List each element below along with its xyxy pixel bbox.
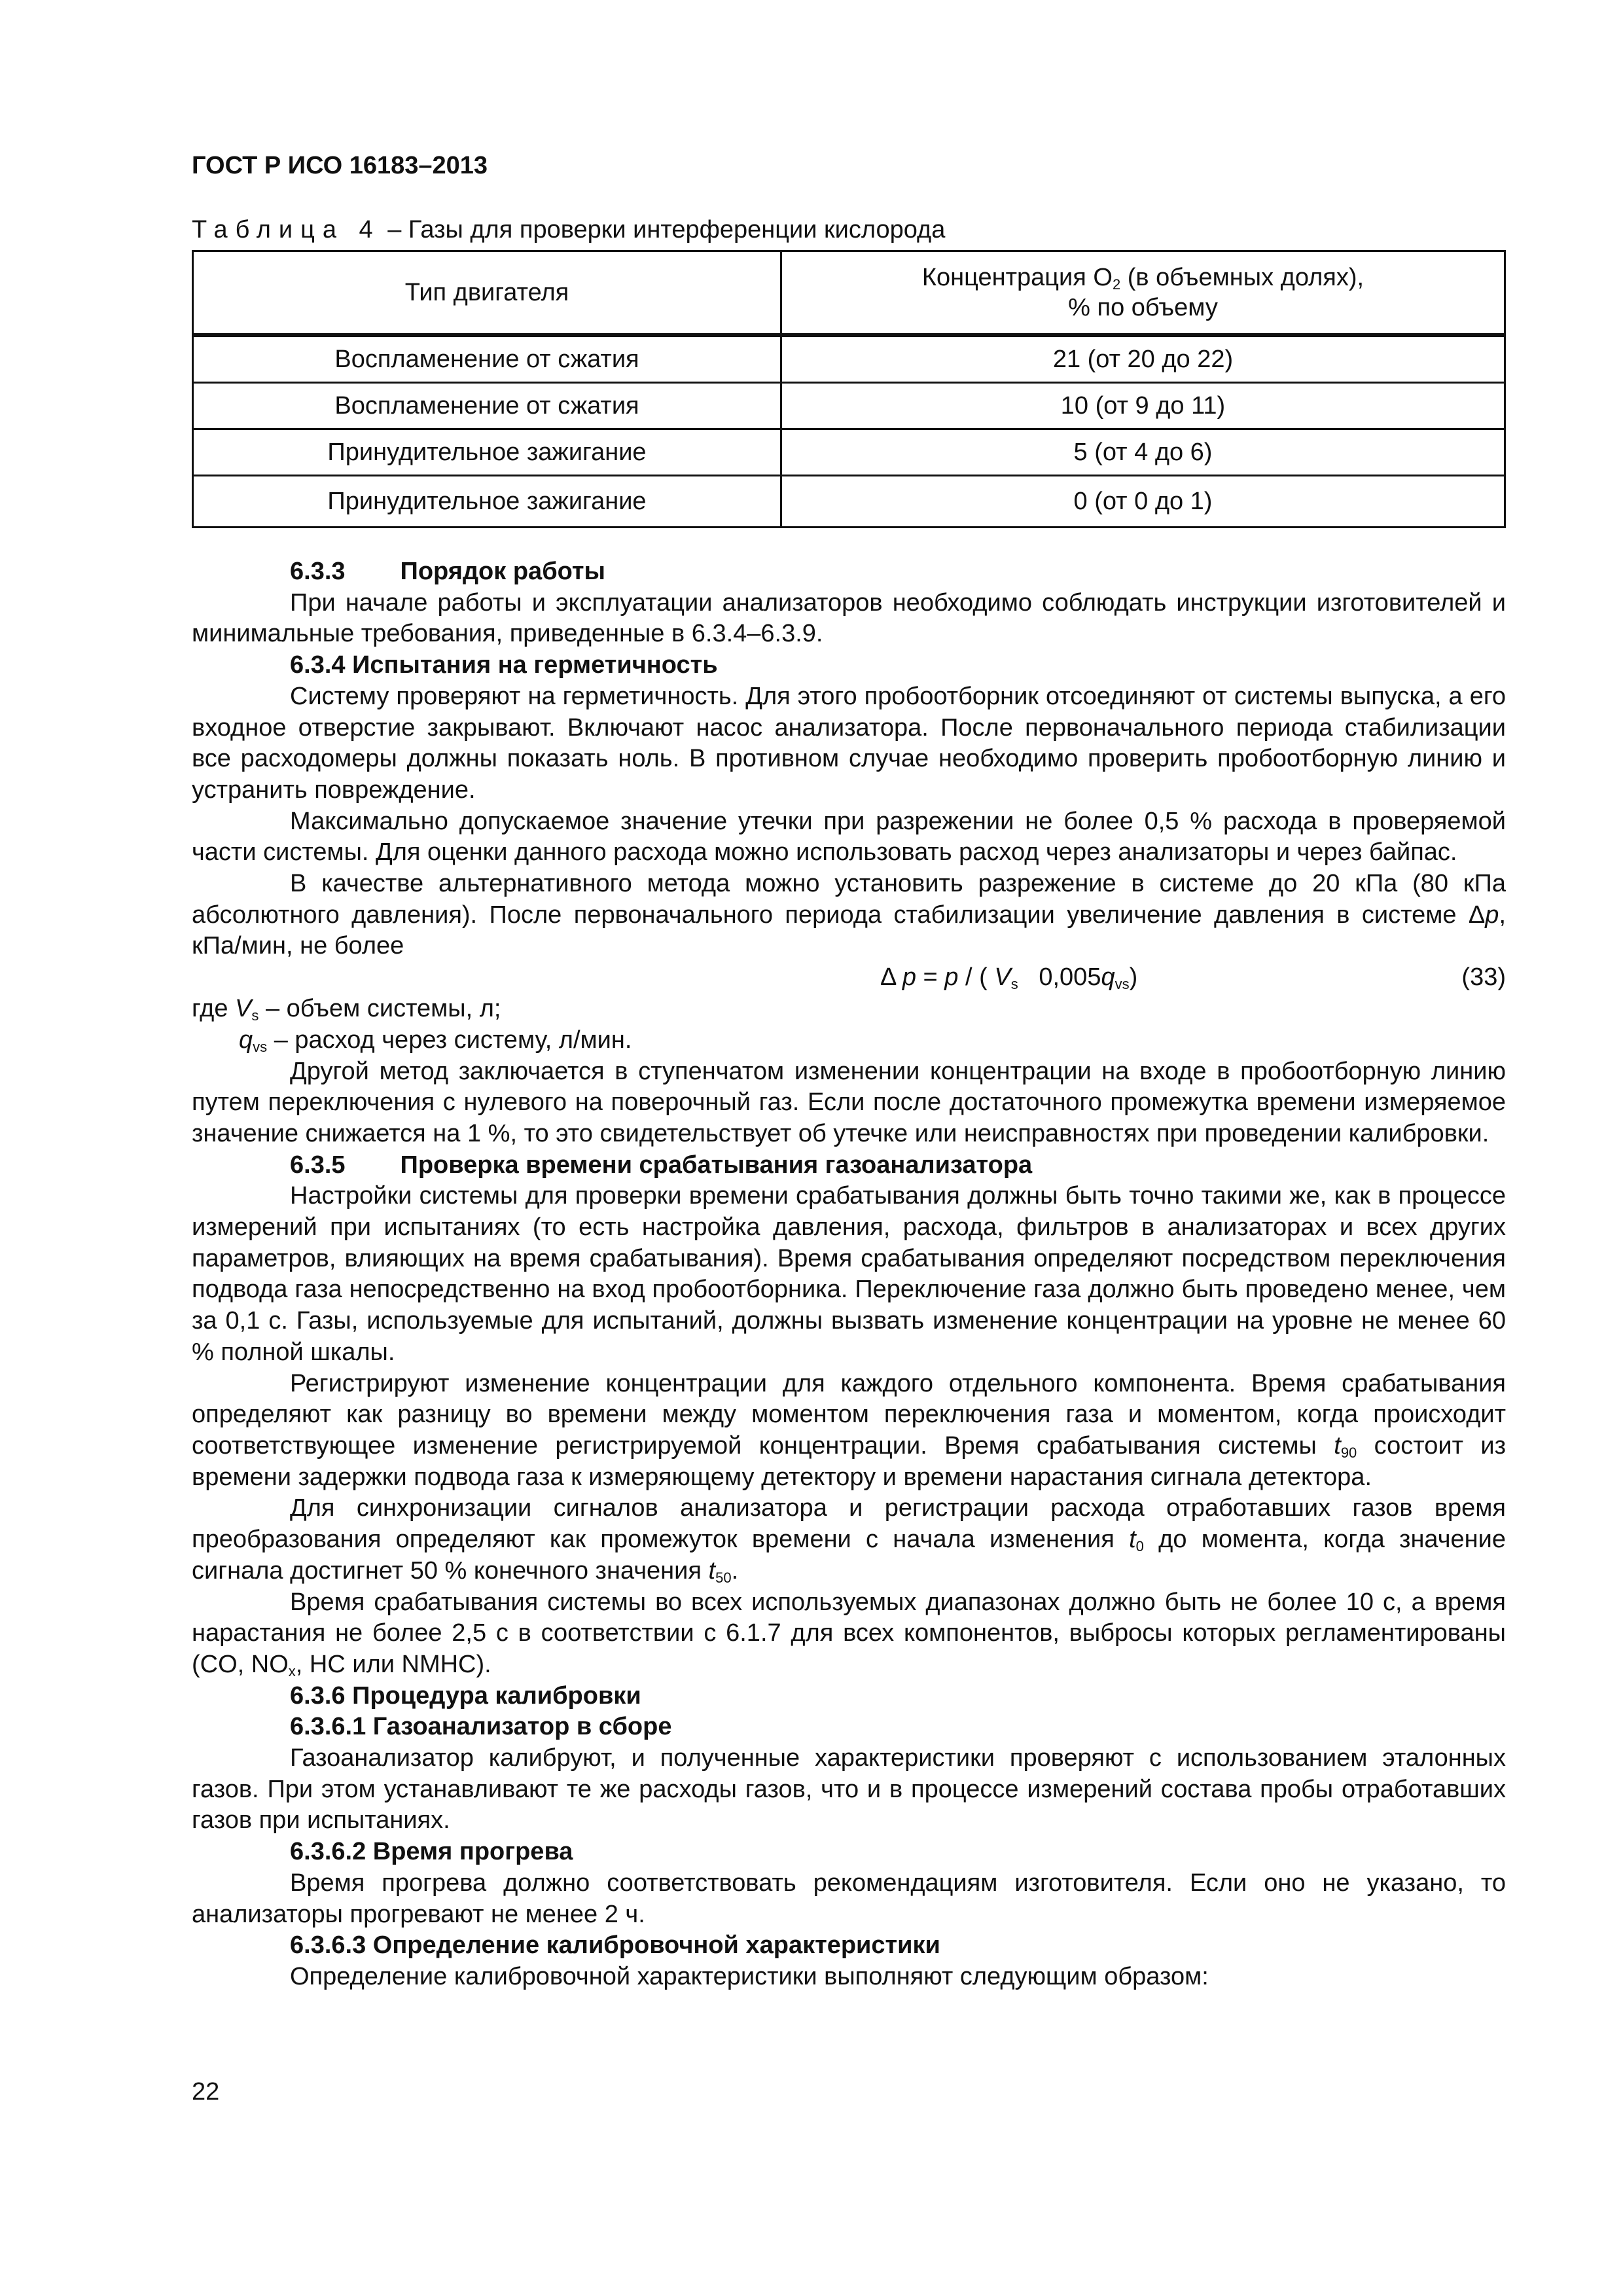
paragraph: Время срабатывания системы во всех используемых диапазонах должно быть не более 10 с, а время нарастания не более 2,5 с в соответствии с 6.1.7 для всех компонентов, выбросы которых регламентированы (CO, $NO_x$, HC или NMHC). bbox=[192, 1588, 1506, 1679]
section-title: Порядок работы bbox=[400, 558, 605, 585]
paragraph: Регистрируют изменение концентрации для каждого отдельного компонента. Время срабатывания определяют как разницу во времени между моментом переключения газа и моментом, когда происходит соответствующее изменение регистрируемой концентрации. Время срабатывания системы $t_{90}$ состоит из времени задержки подвода газа к измеряющему детектору и времени нарастания сигнала детектора. bbox=[192, 1369, 1506, 1491]
concentration-cell: 5 (от 4 до 6) bbox=[781, 429, 1505, 476]
paragraph: Максимально допускаемое значение утечки при разрежении не более 0,5 % расхода в проверяемой части системы. Для оценки данного расхода можно использовать расход через анализаторы и через байпас. bbox=[192, 807, 1506, 867]
formula-expression: Δ p = p / ( $V_s$ $0,005q_{vs}$) bbox=[880, 963, 1138, 993]
concentration-header-text: Концентрация O bbox=[921, 264, 1113, 291]
document-header: ГОСТ Р ИСО 16183–2013 bbox=[192, 152, 488, 179]
page-number: 22 bbox=[192, 2078, 220, 2106]
formula-number: (33) bbox=[1461, 963, 1506, 992]
formula-33 bbox=[192, 962, 1506, 994]
section-heading-6-3-3 bbox=[192, 556, 1506, 588]
definition-vs: где $V_s$ – объем системы, л; bbox=[192, 995, 501, 1024]
oxygen-interference-table bbox=[192, 250, 1506, 528]
table-row bbox=[193, 476, 1505, 528]
table-caption-text: – Газы для проверки интерференции кислорода bbox=[380, 216, 946, 243]
concentration-cell: 10 (от 9 до 11) bbox=[781, 383, 1505, 429]
concentration-header-unit: % по объему bbox=[1068, 294, 1218, 321]
column-header-engine-type: Тип двигателя bbox=[193, 251, 781, 336]
section-heading-6-3-6-1: 6.3.6.1 Газоанализатор в сборе bbox=[290, 1713, 672, 1741]
section-number: 6.3.3 bbox=[290, 558, 346, 585]
table-header-row bbox=[193, 251, 1505, 336]
section-heading-6-3-5 bbox=[192, 1150, 1506, 1181]
paragraph: Газоанализатор калибруют, и полученные характеристики проверяют с использованием эталонных газов. При этом устанавливают те же расходы газов, что и в процессе измерений состава пробы отработавших газов при испытаниях. bbox=[192, 1744, 1506, 1835]
section-heading-6-3-6-3: 6.3.6.3 Определение калибровочной характеристики bbox=[290, 1931, 940, 1960]
definition-qvs: $q_{vs}$ – расход через систему, л/мин. bbox=[239, 1026, 632, 1055]
table-caption-prefix: Таблица 4 bbox=[192, 216, 381, 243]
paragraph: Для синхронизации сигналов анализатора и регистрации расхода отработавших газов время преобразования определяют как промежуток времени с начала изменения $t_0$ до момента, когда значение сигнала достигнет 50 % конечного значения $t_{50}$. bbox=[192, 1494, 1507, 1586]
paragraph: Другой метод заключается в ступенчатом изменении концентрации на входе в пробоотборную линию путем переключения с нулевого на поверочный газ. Если после достаточного промежутка времени измеряемое значение снижается на 1 %, то это свидетельствует об утечке или неисправностях при проведении калибровки. bbox=[192, 1057, 1506, 1147]
paragraph: При начале работы и эксплуатации анализаторов необходимо соблюдать инструкции изготовителей и минимальные требования, приведенные в 6.3.4–6.3.9. bbox=[192, 588, 1506, 648]
section-heading-6-3-6: 6.3.6 Процедура калибровки bbox=[290, 1681, 641, 1710]
column-header-concentration bbox=[781, 251, 1505, 336]
table-row bbox=[193, 335, 1505, 383]
paragraph: Определение калибровочной характеристики выполняют следующим образом: bbox=[290, 1962, 1209, 1990]
concentration-cell: 0 (от 0 до 1) bbox=[781, 476, 1505, 528]
paragraph-text: В качестве альтернативного метода можно установить разрежение в системе до 20 кПа (80 кПа абсолютного давления). После первоначального периода стабилизации увеличение давления в системе Δ bbox=[192, 870, 1506, 929]
concentration-header-end: (в объемных долях), bbox=[1120, 264, 1364, 291]
variable-p: p bbox=[1485, 901, 1499, 929]
paragraph: Настройки системы для проверки времени срабатывания должны быть точно такими же, как в процессе измерений при испытаниях (то есть настройка давления, расхода, фильтров в анализаторах и всех других параметров, влияющих на время срабатывания). Время срабатывания определяют посредством переключения подвода газа непосредственно на вход пробоотборника. Переключение газа должно быть проведено менее, чем за 0,1 с. Газы, используемые для испытаний, должны вызвать изменение концентрации на уровне не менее 60 % полной шкалы. bbox=[192, 1182, 1506, 1366]
engine-type-cell: Воспламенение от сжатия bbox=[193, 383, 781, 429]
section-title: Проверка времени срабатывания газоанализатора bbox=[400, 1151, 1033, 1179]
paragraph: Систему проверяют на герметичность. Для этого пробоотборник отсоединяют от системы выпуска, а его входное отверстие закрывают. Включают насос анализатора. После первоначального периода стабилизации все расходомеры должны показать ноль. В противном случае необходимо проверить пробоотборную линию и устранить повреждение. bbox=[192, 682, 1506, 804]
paragraph: Время прогрева должно соответствовать рекомендациям изготовителя. Если оно не указано, то анализаторы прогревают не менее 2 ч. bbox=[192, 1869, 1506, 1928]
section-heading-6-3-6-2: 6.3.6.2 Время прогрева bbox=[290, 1838, 573, 1866]
engine-type-cell: Воспламенение от сжатия bbox=[193, 335, 781, 383]
section-number: 6.3.5 bbox=[290, 1151, 346, 1179]
engine-type-cell: Принудительное зажигание bbox=[193, 476, 781, 528]
table-caption bbox=[192, 216, 945, 244]
table-row bbox=[193, 383, 1505, 429]
concentration-header-sub: 2 bbox=[1112, 276, 1121, 293]
paragraph bbox=[192, 869, 1506, 962]
paragraph-text: , кПа/мин, не более bbox=[192, 901, 1506, 960]
table-row bbox=[193, 429, 1505, 476]
engine-type-cell: Принудительное зажигание bbox=[193, 429, 781, 476]
document-body bbox=[192, 556, 1506, 1993]
section-heading-6-3-4: 6.3.4 Испытания на герметичность bbox=[290, 651, 718, 679]
concentration-cell: 21 (от 20 до 22) bbox=[781, 335, 1505, 383]
